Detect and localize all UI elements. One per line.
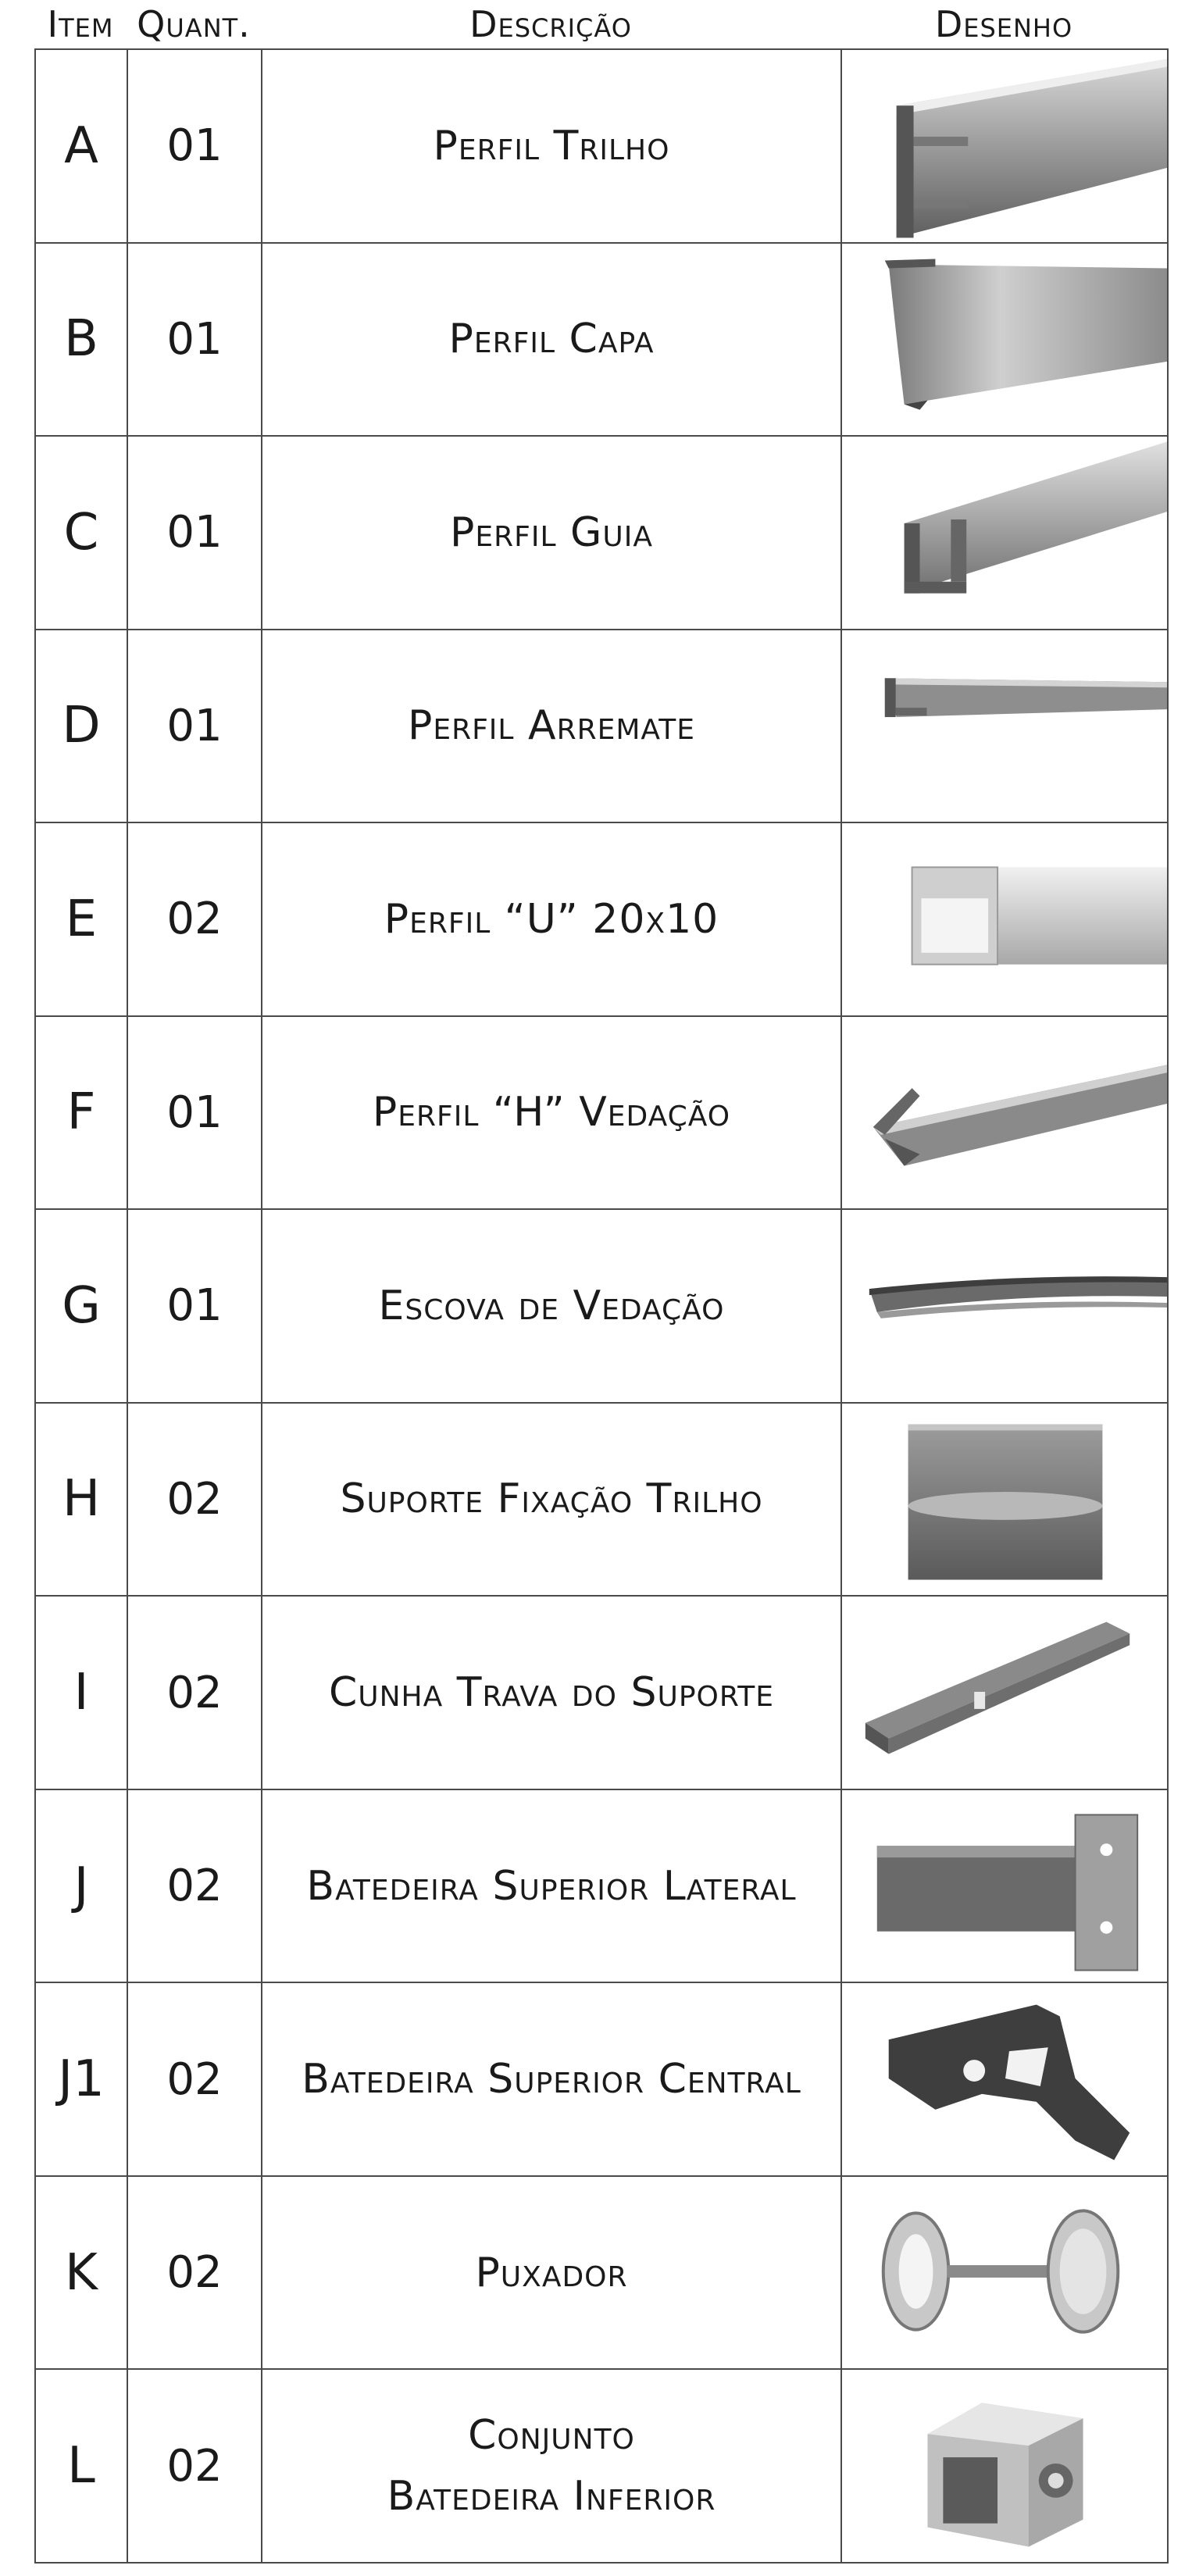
item-quantity: 02	[127, 1789, 262, 1983]
item-drawing	[841, 2369, 1168, 2563]
item-code: A	[35, 49, 127, 243]
header-quant: Quant.	[137, 3, 251, 45]
item-quantity: 01	[127, 1016, 262, 1210]
item-description	[262, 2176, 841, 2370]
sealing-brush-icon	[842, 1211, 1167, 1400]
locking-wedge-icon	[842, 1598, 1167, 1788]
item-drawing	[841, 1016, 1168, 1210]
item-description	[262, 436, 841, 630]
item-description	[262, 49, 841, 243]
central-stop-icon	[842, 1985, 1167, 2175]
item-code: J	[35, 1789, 127, 1983]
item-code: H	[35, 1403, 127, 1597]
item-drawing	[841, 822, 1168, 1016]
rail-profile-icon	[842, 51, 1167, 241]
trim-profile-icon	[842, 631, 1167, 821]
item-code: B	[35, 243, 127, 437]
item-description-text: Perfil Trilho	[433, 122, 670, 169]
table-row	[35, 2369, 1168, 2563]
table-row	[35, 1403, 1168, 1597]
item-description	[262, 1209, 841, 1403]
item-code: L	[35, 2369, 127, 2563]
table-row	[35, 822, 1168, 1016]
guide-profile-icon	[842, 437, 1167, 627]
u-profile-icon	[842, 824, 1167, 1014]
cover-profile-icon	[842, 244, 1167, 434]
item-description-text: Suporte Fixação Trilho	[340, 1475, 763, 1523]
item-description-text: Escova de Vedação	[378, 1282, 725, 1329]
table-row	[35, 630, 1168, 823]
item-code: E	[35, 822, 127, 1016]
item-quantity: 01	[127, 630, 262, 823]
item-description-text: Perfil Arremate	[407, 702, 695, 750]
item-quantity: 02	[127, 2176, 262, 2370]
item-description	[262, 243, 841, 437]
item-description	[262, 1596, 841, 1789]
header-desenho: Desenho	[934, 3, 1073, 45]
item-code: K	[35, 2176, 127, 2370]
item-code: F	[35, 1016, 127, 1210]
item-quantity: 01	[127, 1209, 262, 1403]
item-drawing	[841, 243, 1168, 437]
item-quantity: 02	[127, 1403, 262, 1597]
h-seal-profile-icon	[842, 1018, 1167, 1208]
table-row	[35, 49, 1168, 243]
item-description	[262, 1403, 841, 1597]
table-row	[35, 2176, 1168, 2370]
table-row	[35, 1789, 1168, 1983]
item-quantity: 02	[127, 1596, 262, 1789]
item-drawing	[841, 630, 1168, 823]
item-drawing	[841, 49, 1168, 243]
item-drawing	[841, 1596, 1168, 1789]
table-row	[35, 436, 1168, 630]
item-description	[262, 1016, 841, 1210]
item-description-text: Perfil “U” 20x10	[384, 895, 719, 943]
item-code: C	[35, 436, 127, 630]
item-code: J1	[35, 1982, 127, 2176]
bottom-stop-set-icon	[842, 2371, 1167, 2561]
item-drawing	[841, 1982, 1168, 2176]
item-description-text: Perfil Capa	[448, 316, 655, 363]
item-description	[262, 1982, 841, 2176]
header-descricao: Descrição	[469, 3, 632, 45]
rail-bracket-icon	[842, 1404, 1167, 1594]
item-code: D	[35, 630, 127, 823]
handle-icon	[842, 2178, 1167, 2367]
item-description-text: Batedeira Superior Lateral	[306, 1862, 797, 1910]
item-quantity: 01	[127, 436, 262, 630]
table-row	[35, 1982, 1168, 2176]
item-drawing	[841, 436, 1168, 630]
item-description	[262, 1789, 841, 1983]
item-description	[262, 822, 841, 1016]
item-description	[262, 2369, 841, 2563]
side-stop-bracket-icon	[842, 1791, 1167, 1981]
item-description	[262, 630, 841, 823]
item-description-text: Perfil “H” Vedação	[372, 1089, 731, 1136]
item-quantity: 02	[127, 1982, 262, 2176]
table-row	[35, 1209, 1168, 1403]
item-description-text: Cunha Trava do Suporte	[328, 1669, 775, 1717]
item-quantity: 01	[127, 243, 262, 437]
item-quantity: 02	[127, 822, 262, 1016]
table-row	[35, 1016, 1168, 1210]
item-quantity: 01	[127, 49, 262, 243]
item-drawing	[841, 1209, 1168, 1403]
item-code: I	[35, 1596, 127, 1789]
item-drawing	[841, 1403, 1168, 1597]
item-description-line1: Conjunto	[468, 2412, 635, 2460]
parts-table	[34, 48, 1169, 2564]
item-description-line2: Batedeira Inferior	[387, 2473, 716, 2521]
item-description-text: Batedeira Superior Central	[302, 2056, 801, 2103]
header-item: Item	[47, 3, 114, 45]
item-quantity: 02	[127, 2369, 262, 2563]
item-drawing	[841, 1789, 1168, 1983]
item-drawing	[841, 2176, 1168, 2370]
item-code: G	[35, 1209, 127, 1403]
table-row	[35, 1596, 1168, 1789]
table-row	[35, 243, 1168, 437]
item-description-text: Perfil Guia	[450, 508, 653, 556]
item-description-text: Puxador	[475, 2249, 628, 2296]
